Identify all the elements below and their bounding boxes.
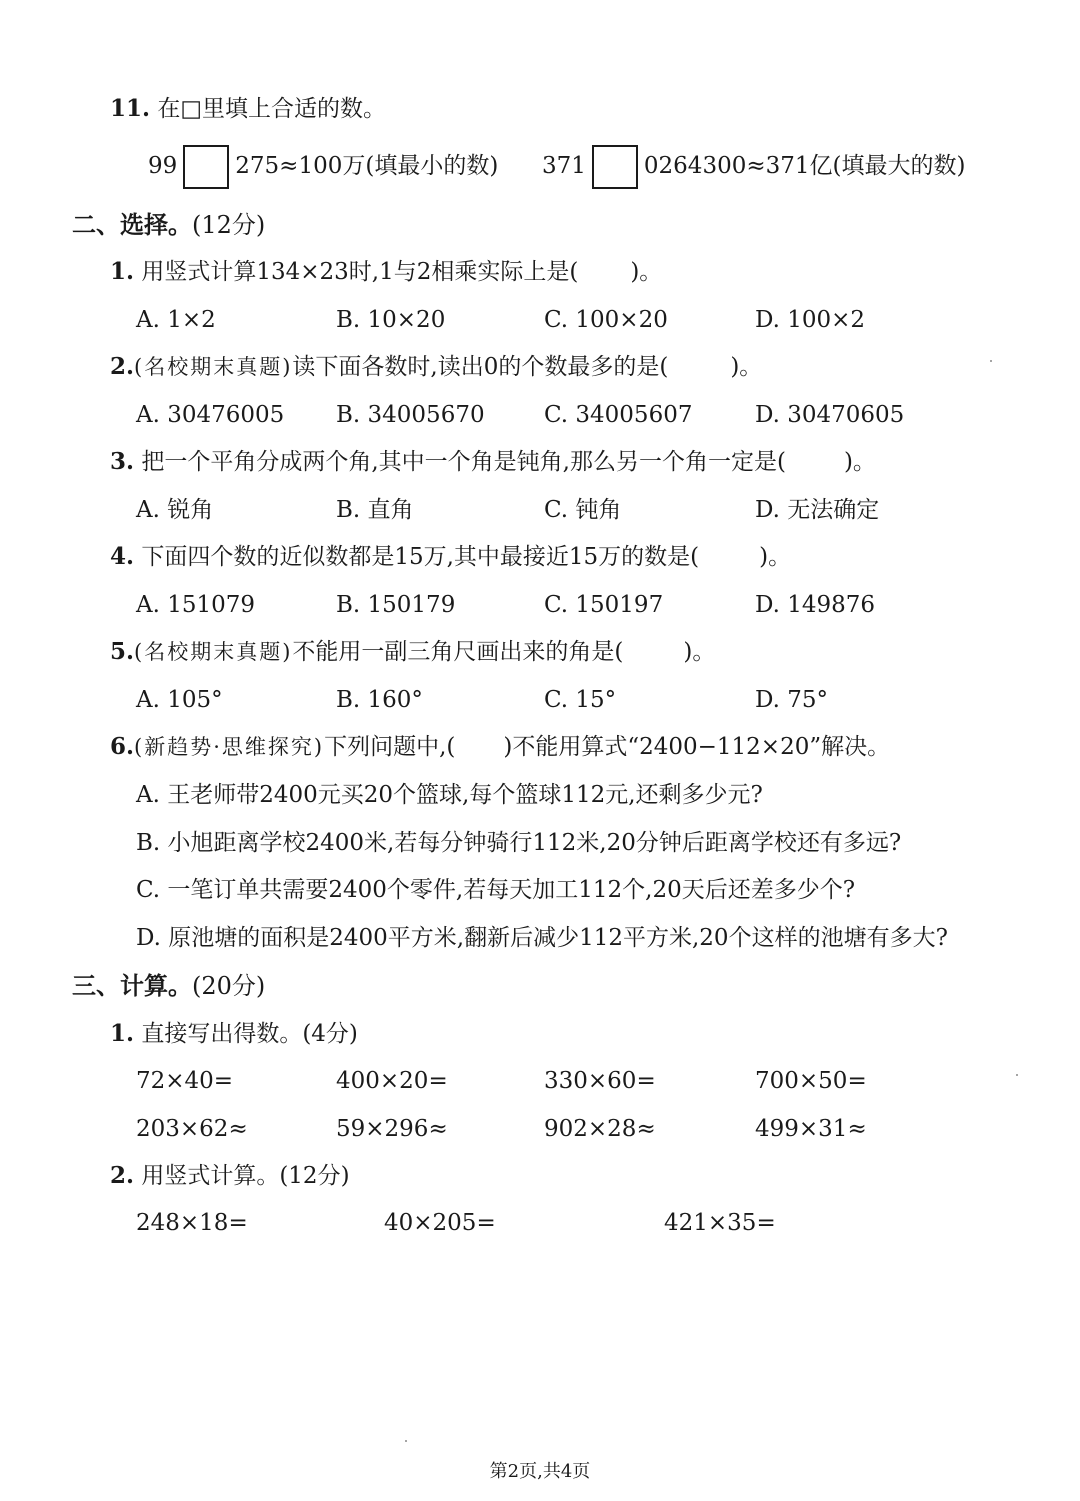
s2-q2-option-b: B. 34005670 — [336, 402, 485, 428]
s2-q2-option-d: D. 30470605 — [755, 402, 905, 428]
s2-q5 — [110, 637, 715, 667]
q11-title: 在□里填上合适的数。 — [157, 96, 387, 122]
s2-q3-option-d: D. 无法确定 — [755, 497, 880, 523]
s3-p1-heading — [110, 1019, 358, 1049]
s2-q6-text-pre: 下列问题中,( — [324, 734, 456, 760]
s2-q6-number: 6. — [110, 733, 135, 760]
s2-q6 — [110, 732, 890, 762]
s3-p1-title: 直接写出得数。 — [141, 1021, 303, 1047]
s3-p1-item-6: 59×296≈ — [336, 1116, 448, 1142]
s2-q5-option-c: C. 15° — [544, 687, 617, 713]
s2-q5-option-a: A. 105° — [136, 687, 223, 713]
section2-title: 二、选择。 — [72, 210, 192, 239]
q11-a-suffix: 275≈100万(填最小的数) — [235, 153, 499, 179]
s2-q4-text: 下面四个数的近似数都是15万,其中最接近15万的数是( — [141, 544, 700, 570]
s2-q4-close: )。 — [759, 544, 792, 570]
s3-p1-item-2: 400×20= — [336, 1068, 448, 1094]
s2-q3-option-c: C. 钝角 — [544, 497, 622, 523]
s3-p1-item-7: 902×28≈ — [544, 1116, 656, 1142]
q11-a-prefix: 99 — [148, 153, 178, 179]
s2-q6-source-tag: (新趋势·思维探究) — [134, 735, 325, 759]
s2-q3-close: )。 — [843, 449, 876, 475]
s2-q5-number: 5. — [110, 638, 135, 665]
s3-p2-item-2: 40×205= — [384, 1210, 496, 1236]
s2-q3 — [110, 447, 876, 477]
s2-q3-option-a: A. 锐角 — [136, 497, 214, 523]
s2-q5-source-tag: (名校期末真题) — [134, 640, 293, 664]
q11-fill-row — [148, 144, 498, 189]
s2-q3-text: 把一个平角分成两个角,其中一个角是钝角,那么另一个角一定是( — [141, 449, 786, 475]
s3-p2-item-3: 421×35= — [664, 1210, 776, 1236]
s3-p1-item-1: 72×40= — [136, 1068, 234, 1094]
s2-q3-option-b: B. 直角 — [336, 497, 414, 523]
s2-q3-number: 3. — [110, 448, 135, 475]
s3-p1-item-3: 330×60= — [544, 1068, 656, 1094]
s3-p1-score: (4分) — [302, 1021, 358, 1047]
page-footer: 第2页,共4页 — [489, 1461, 591, 1482]
s2-q4-option-a: A. 151079 — [136, 592, 256, 618]
s2-q1-close: )。 — [630, 259, 663, 285]
section2-score: (12分) — [192, 211, 266, 239]
s2-q4 — [110, 542, 791, 572]
s2-q6-text-post: )不能用算式“2400−112×20”解决。 — [503, 734, 891, 760]
q11-b-suffix: 0264300≈371亿(填最大的数) — [643, 153, 966, 179]
section2-heading — [72, 210, 265, 240]
q11-fill-row-b — [542, 144, 965, 189]
s3-p2-title: 用竖式计算。 — [141, 1163, 280, 1189]
s2-q5-option-d: D. 75° — [755, 687, 829, 713]
s3-p1-item-5: 203×62≈ — [136, 1116, 248, 1142]
s2-q1-option-b: B. 10×20 — [336, 307, 446, 333]
s2-q2-option-c: C. 34005607 — [544, 402, 693, 428]
s2-q1-option-c: C. 100×20 — [544, 307, 668, 333]
section3-heading — [72, 971, 265, 1001]
s2-q2-option-a: A. 30476005 — [136, 402, 285, 428]
scan-speck — [1016, 1074, 1018, 1076]
s2-q1-number: 1. — [110, 258, 135, 285]
s2-q6-option-a: A. 王老师带2400元买20个篮球,每个篮球112元,还剩多少元? — [136, 782, 763, 808]
s2-q1-option-d: D. 100×2 — [755, 307, 866, 333]
s2-q5-close: )。 — [683, 639, 716, 665]
s2-q6-option-b: B. 小旭距离学校2400米,若每分钟骑行112米,20分钟后距离学校还有多远? — [136, 830, 902, 856]
s2-q4-number: 4. — [110, 543, 135, 570]
s2-q6-option-d: D. 原池塘的面积是2400平方米,翻新后减少112平方米,20个这样的池塘有多大? — [136, 925, 948, 951]
s3-p2-number: 2. — [110, 1162, 135, 1189]
s2-q2-number: 2. — [110, 353, 135, 380]
s2-q2-source-tag: (名校期末真题) — [134, 355, 293, 379]
s2-q4-option-d: D. 149876 — [755, 592, 876, 618]
s3-p2-score: (12分) — [279, 1163, 350, 1189]
q11-b-prefix: 371 — [542, 153, 586, 179]
q11-a-blank-box[interactable] — [183, 145, 229, 189]
s2-q2-text: 读下面各数时,读出0的个数最多的是( — [292, 354, 669, 380]
s3-p1-item-8: 499×31≈ — [755, 1116, 867, 1142]
s3-p1-item-4: 700×50= — [755, 1068, 867, 1094]
s3-p1-number: 1. — [110, 1020, 135, 1047]
s3-p2-item-1: 248×18= — [136, 1210, 248, 1236]
s2-q1-option-a: A. 1×2 — [136, 307, 216, 333]
s2-q5-text: 不能用一副三角尺画出来的角是( — [292, 639, 624, 665]
scan-speck — [405, 1440, 407, 1442]
s2-q1-text: 用竖式计算134×23时,1与2相乘实际上是( — [141, 259, 579, 285]
s2-q2 — [110, 352, 762, 382]
s2-q2-close: )。 — [730, 354, 763, 380]
q11-number: 11. — [110, 95, 151, 122]
s2-q5-option-b: B. 160° — [336, 687, 423, 713]
s3-p2-heading — [110, 1161, 350, 1191]
s2-q4-option-c: C. 150197 — [544, 592, 664, 618]
section3-score: (20分) — [192, 972, 266, 1000]
scan-speck — [990, 360, 992, 362]
q11-heading — [110, 94, 386, 124]
s2-q1 — [110, 257, 662, 287]
s2-q6-option-c: C. 一笔订单共需要2400个零件,若每天加工112个,20天后还差多少个? — [136, 877, 856, 903]
s2-q4-option-b: B. 150179 — [336, 592, 456, 618]
section3-title: 三、计算。 — [72, 971, 192, 1000]
q11-b-blank-box[interactable] — [592, 145, 638, 189]
